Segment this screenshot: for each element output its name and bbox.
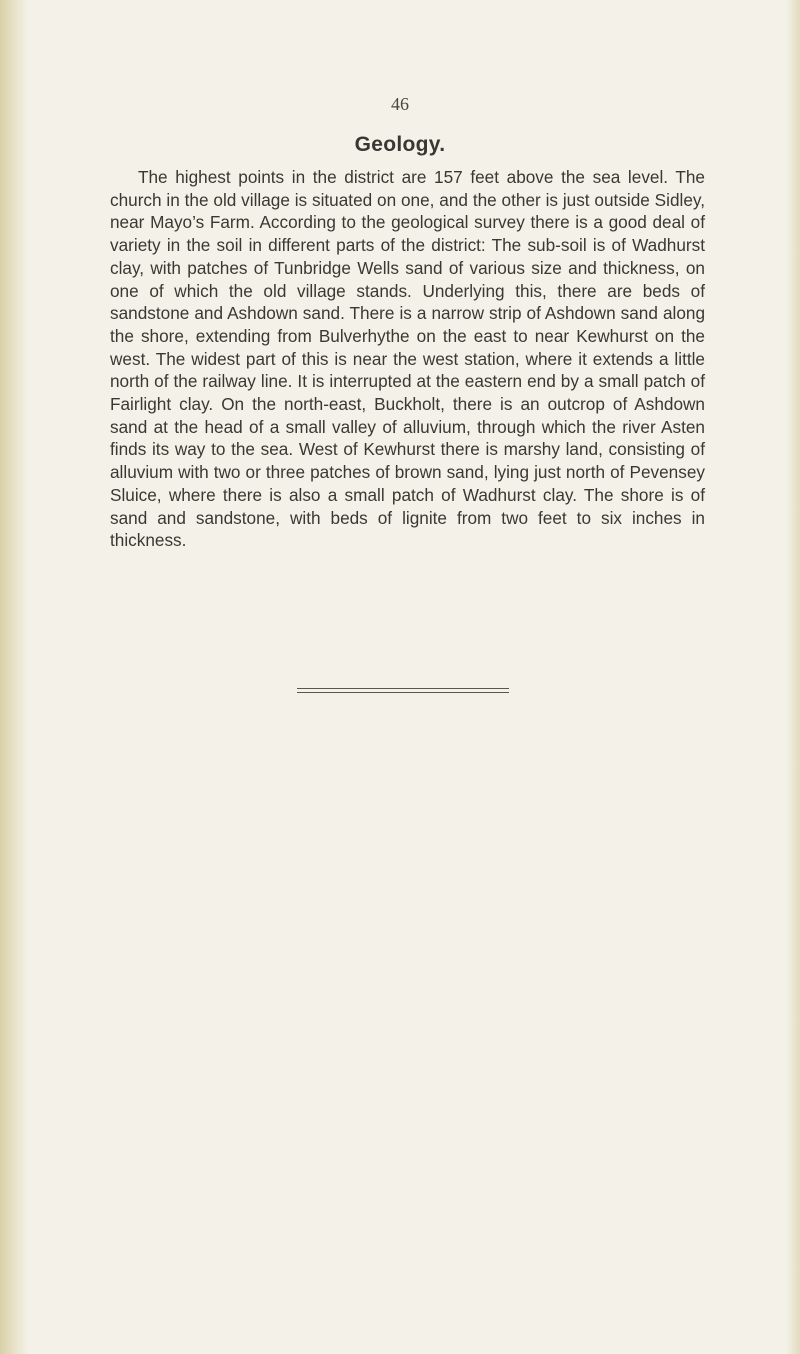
- page-edge-shadow: [0, 0, 28, 1354]
- page-edge-right: [786, 0, 800, 1354]
- closing-rule-bottom: [297, 692, 509, 693]
- body-paragraph: The highest points in the district are 157 feet above the sea level. The church in the old village is situated on one, and the other is just outside Sidley, near Mayo’s Farm. According to the geological survey there is a good deal of variety in the soil in different parts of the district: The sub-soil is of Wadhurst clay, with patches of Tunbridge Wells sand of various size and thickness, on one of which the old village stands. Underlying this, there are beds of sandstone and Ashdown sand. There is a narrow strip of Ashdown sand along the shore, extending from Bulverhythe on the east to near Kewhurst on the west. The widest part of this is near the west station, where it extends a little north of the railway line. It is interrupted at the eastern end by a small patch of Fairlight clay. On the north-east, Buckholt, there is an outcrop of Ashdown sand at the head of a small valley of alluvium, through which the river Asten finds its way to the sea. West of Kewhurst there is marshy land, consisting of alluvium with two or three patches of brown sand, lying just north of Pevensey Sluice, where there is also a small patch of Wadhurst clay. The shore is of sand and sandstone, with beds of lignite from two feet to six inches in thickness.: [110, 167, 705, 551]
- closing-rule-top: [297, 688, 509, 689]
- page-number: 46: [391, 94, 409, 114]
- section-heading: Geology.: [354, 133, 446, 156]
